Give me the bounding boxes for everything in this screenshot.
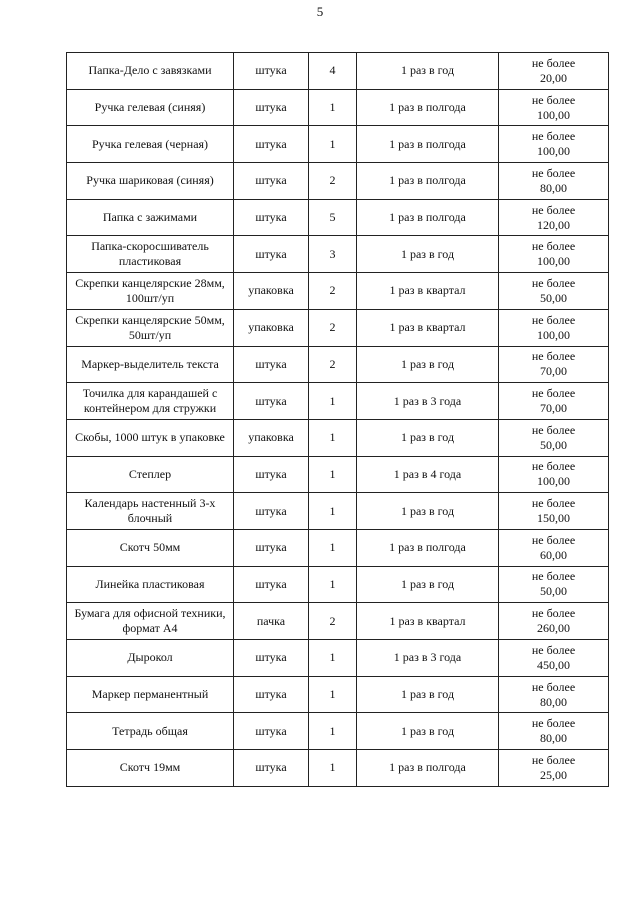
price-label: не более	[531, 569, 576, 584]
frequency-cell: 1 раз в квартал	[357, 309, 499, 346]
item-name-cell: Тетрадь общая	[67, 713, 234, 750]
table-row	[67, 199, 609, 236]
price-label: не более	[531, 532, 576, 547]
quantity-cell: 1	[309, 89, 357, 126]
table-row	[67, 713, 609, 750]
price-cell	[499, 529, 609, 566]
quantity-cell: 1	[309, 750, 357, 787]
quantity-cell: 1	[309, 456, 357, 493]
price-value: 80,00	[540, 731, 567, 746]
unit-cell: штука	[234, 89, 309, 126]
item-name-cell: Линейка пластиковая	[67, 566, 234, 603]
price-cell	[499, 89, 609, 126]
table-row	[67, 309, 609, 346]
price-label: не более	[531, 496, 576, 511]
quantity-cell: 2	[309, 346, 357, 383]
price-label: не более	[531, 752, 576, 767]
unit-cell: штука	[234, 456, 309, 493]
unit-cell: штука	[234, 750, 309, 787]
item-name-cell: Папка с зажимами	[67, 199, 234, 236]
quantity-cell: 2	[309, 163, 357, 200]
price-label: не более	[531, 239, 576, 254]
price-cell	[499, 163, 609, 200]
unit-cell: упаковка	[234, 273, 309, 310]
price-label: не более	[531, 716, 576, 731]
frequency-cell: 1 раз в полгода	[357, 750, 499, 787]
price-label: не более	[531, 349, 576, 364]
unit-cell: штука	[234, 640, 309, 677]
price-value: 60,00	[540, 547, 567, 562]
price-cell	[499, 456, 609, 493]
frequency-cell: 1 раз в год	[357, 676, 499, 713]
price-cell	[499, 603, 609, 640]
table-row	[67, 346, 609, 383]
table-row	[67, 163, 609, 200]
price-label: не более	[531, 679, 576, 694]
price-label: не более	[531, 165, 576, 180]
price-cell	[499, 273, 609, 310]
unit-cell: штука	[234, 199, 309, 236]
quantity-cell: 3	[309, 236, 357, 273]
table-row	[67, 236, 609, 273]
unit-cell: штука	[234, 53, 309, 90]
unit-cell: штука	[234, 126, 309, 163]
price-value: 70,00	[540, 401, 567, 416]
frequency-cell: 1 раз в год	[357, 713, 499, 750]
item-name-cell: Скотч 19мм	[67, 750, 234, 787]
price-cell	[499, 126, 609, 163]
unit-cell: штука	[234, 713, 309, 750]
table-row	[67, 676, 609, 713]
price-label: не более	[531, 459, 576, 474]
frequency-cell: 1 раз в квартал	[357, 273, 499, 310]
price-label: не более	[531, 275, 576, 290]
item-name-cell: Календарь настенный 3-х блочный	[67, 493, 234, 530]
table-row	[67, 750, 609, 787]
price-value: 100,00	[537, 254, 570, 269]
price-cell	[499, 309, 609, 346]
price-label: не более	[531, 92, 576, 107]
price-cell	[499, 493, 609, 530]
frequency-cell: 1 раз в год	[357, 493, 499, 530]
quantity-cell: 1	[309, 126, 357, 163]
frequency-cell: 1 раз в 4 года	[357, 456, 499, 493]
item-name-cell: Точилка для карандашей с контейнером для стружки	[67, 383, 234, 420]
price-value: 80,00	[540, 180, 567, 195]
unit-cell: штука	[234, 493, 309, 530]
table-row	[67, 126, 609, 163]
frequency-cell: 1 раз в полгода	[357, 163, 499, 200]
price-value: 450,00	[537, 657, 570, 672]
frequency-cell: 1 раз в полгода	[357, 529, 499, 566]
table-row	[67, 493, 609, 530]
item-name-cell: Скобы, 1000 штук в упаковке	[67, 419, 234, 456]
frequency-cell: 1 раз в год	[357, 236, 499, 273]
item-name-cell: Степлер	[67, 456, 234, 493]
price-label: не более	[531, 422, 576, 437]
price-value: 100,00	[537, 327, 570, 342]
price-label: не более	[531, 129, 576, 144]
price-cell	[499, 236, 609, 273]
frequency-cell: 1 раз в год	[357, 419, 499, 456]
unit-cell: штука	[234, 676, 309, 713]
price-cell	[499, 383, 609, 420]
item-name-cell: Скотч 50мм	[67, 529, 234, 566]
quantity-cell: 1	[309, 566, 357, 603]
quantity-cell: 2	[309, 603, 357, 640]
frequency-cell: 1 раз в квартал	[357, 603, 499, 640]
table-row	[67, 456, 609, 493]
table-body	[67, 53, 609, 787]
item-name-cell: Скрепки канцелярские 28мм, 100шт/уп	[67, 273, 234, 310]
table-row	[67, 419, 609, 456]
price-value: 70,00	[540, 364, 567, 379]
item-name-cell: Дырокол	[67, 640, 234, 677]
page-number: 5	[316, 4, 324, 19]
price-label: не более	[531, 55, 576, 70]
price-cell	[499, 640, 609, 677]
price-label: не более	[531, 312, 576, 327]
price-label: не более	[531, 642, 576, 657]
price-value: 50,00	[540, 437, 567, 452]
unit-cell: штука	[234, 383, 309, 420]
unit-cell: штука	[234, 346, 309, 383]
price-label: не более	[531, 202, 576, 217]
price-cell	[499, 713, 609, 750]
price-cell	[499, 199, 609, 236]
quantity-cell: 2	[309, 273, 357, 310]
price-value: 150,00	[537, 511, 570, 526]
supply-norms-table	[66, 52, 609, 787]
item-name-cell: Скрепки канцелярские 50мм, 50шт/уп	[67, 309, 234, 346]
item-name-cell: Маркер-выделитель текста	[67, 346, 234, 383]
price-label: не более	[531, 606, 576, 621]
quantity-cell: 1	[309, 713, 357, 750]
price-value: 100,00	[537, 144, 570, 159]
unit-cell: штука	[234, 236, 309, 273]
price-cell	[499, 53, 609, 90]
price-value: 50,00	[540, 584, 567, 599]
item-name-cell: Маркер перманентный	[67, 676, 234, 713]
price-value: 100,00	[537, 107, 570, 122]
table-row	[67, 603, 609, 640]
frequency-cell: 1 раз в 3 года	[357, 383, 499, 420]
quantity-cell: 1	[309, 640, 357, 677]
price-label: не более	[531, 386, 576, 401]
item-name-cell: Папка-скоросшиватель пластиковая	[67, 236, 234, 273]
unit-cell: штука	[234, 566, 309, 603]
unit-cell: штука	[234, 163, 309, 200]
quantity-cell: 1	[309, 529, 357, 566]
table-row	[67, 53, 609, 90]
price-value: 80,00	[540, 694, 567, 709]
item-name-cell: Папка-Дело с завязками	[67, 53, 234, 90]
price-cell	[499, 346, 609, 383]
price-value: 120,00	[537, 217, 570, 232]
quantity-cell: 1	[309, 419, 357, 456]
quantity-cell: 1	[309, 493, 357, 530]
price-cell	[499, 676, 609, 713]
price-value: 260,00	[537, 621, 570, 636]
frequency-cell: 1 раз в год	[357, 53, 499, 90]
item-name-cell: Ручка шариковая (синяя)	[67, 163, 234, 200]
frequency-cell: 1 раз в год	[357, 566, 499, 603]
frequency-cell: 1 раз в полгода	[357, 199, 499, 236]
price-value: 100,00	[537, 474, 570, 489]
price-value: 20,00	[540, 70, 567, 85]
quantity-cell: 5	[309, 199, 357, 236]
table-row	[67, 273, 609, 310]
quantity-cell: 1	[309, 676, 357, 713]
unit-cell: упаковка	[234, 309, 309, 346]
unit-cell: штука	[234, 529, 309, 566]
unit-cell: упаковка	[234, 419, 309, 456]
item-name-cell: Ручка гелевая (черная)	[67, 126, 234, 163]
price-value: 50,00	[540, 290, 567, 305]
quantity-cell: 1	[309, 383, 357, 420]
frequency-cell: 1 раз в 3 года	[357, 640, 499, 677]
quantity-cell: 4	[309, 53, 357, 90]
table-row	[67, 640, 609, 677]
item-name-cell: Ручка гелевая (синяя)	[67, 89, 234, 126]
frequency-cell: 1 раз в полгода	[357, 126, 499, 163]
unit-cell: пачка	[234, 603, 309, 640]
table-row	[67, 89, 609, 126]
price-cell	[499, 419, 609, 456]
table-row	[67, 383, 609, 420]
item-name-cell: Бумага для офисной техники, формат А4	[67, 603, 234, 640]
table-row	[67, 529, 609, 566]
price-cell	[499, 566, 609, 603]
price-cell	[499, 750, 609, 787]
frequency-cell: 1 раз в полгода	[357, 89, 499, 126]
price-value: 25,00	[540, 767, 567, 782]
quantity-cell: 2	[309, 309, 357, 346]
table-row	[67, 566, 609, 603]
frequency-cell: 1 раз в год	[357, 346, 499, 383]
